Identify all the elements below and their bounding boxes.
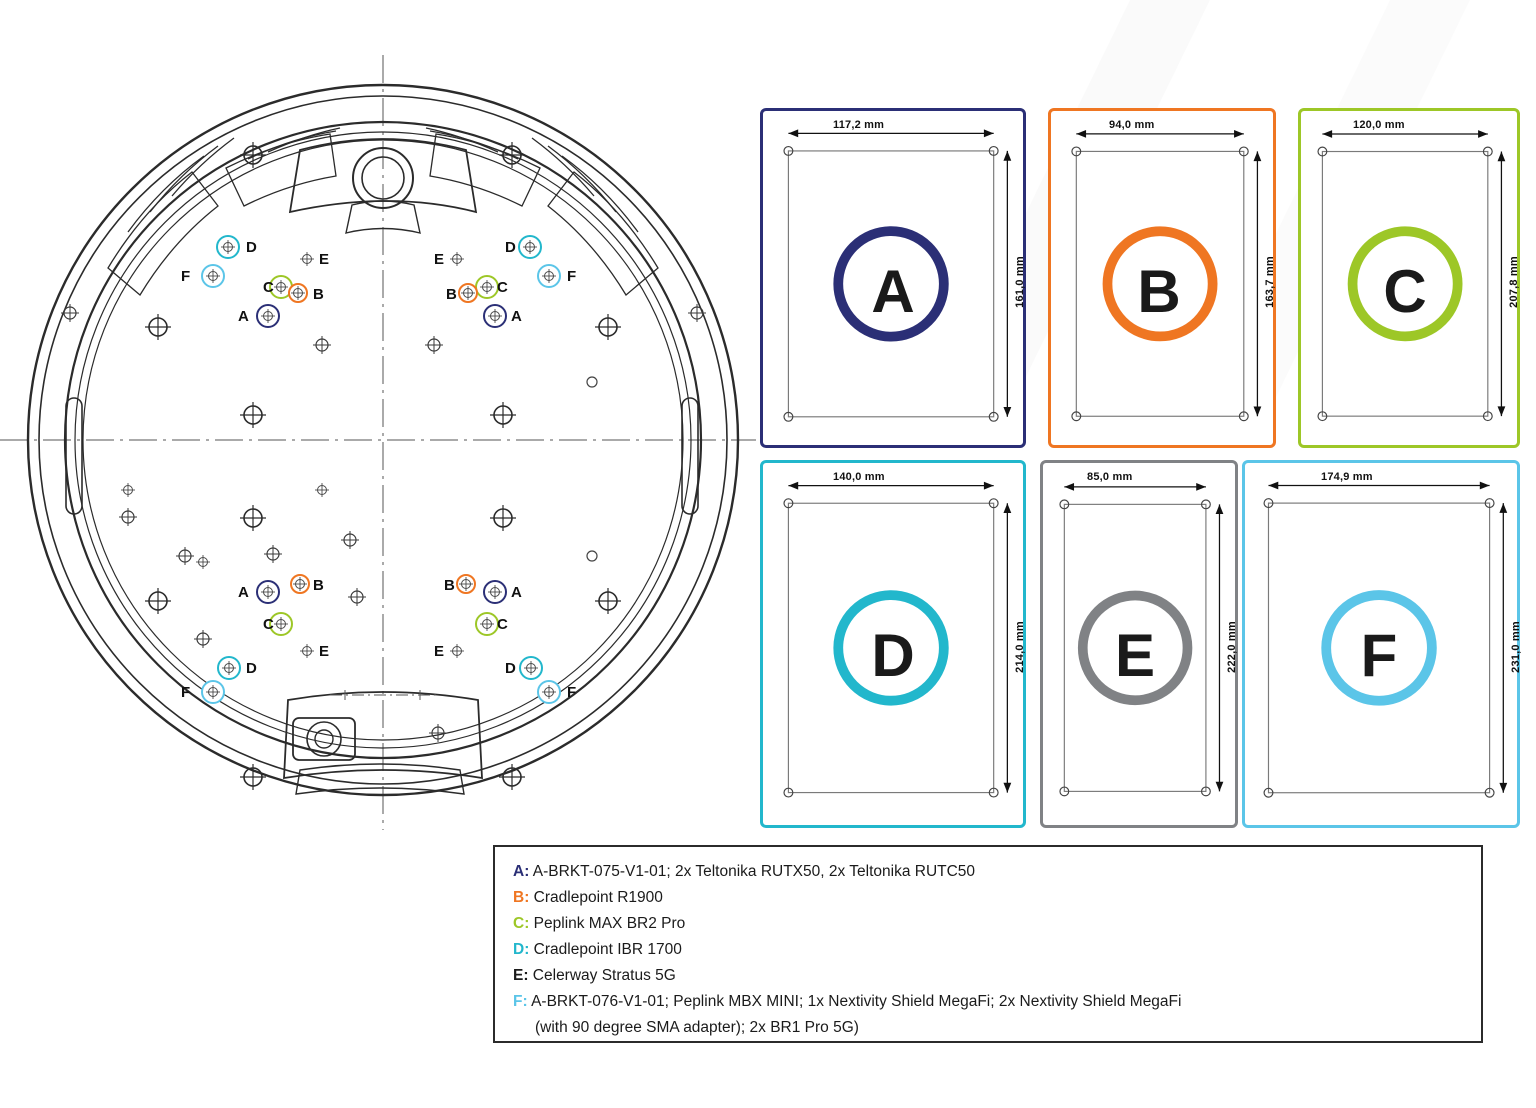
svg-text:A: A xyxy=(511,584,522,601)
card-B-height-label: 163,7 mm xyxy=(1264,256,1276,308)
bracket-plate-drawing xyxy=(0,0,760,880)
legend-text-E: Celerway Stratus 5G xyxy=(528,967,676,984)
legend-key-B: B: xyxy=(513,889,530,906)
card-A-height-label: 161,0 mm xyxy=(1014,256,1026,308)
legend-row-B xyxy=(513,885,1481,911)
card-F-width-label: 174,9 mm xyxy=(1321,471,1373,483)
svg-text:A: A xyxy=(238,308,249,325)
legend-row-D xyxy=(513,937,1481,963)
legend-key-C: C: xyxy=(513,915,530,932)
card-B-width-label: 94,0 mm xyxy=(1109,119,1155,131)
svg-text:A: A xyxy=(238,584,249,601)
svg-text:F: F xyxy=(567,268,577,285)
card-C-width-label: 120,0 mm xyxy=(1353,119,1405,131)
svg-text:D: D xyxy=(246,660,257,677)
legend-text-B: Cradlepoint R1900 xyxy=(529,889,663,906)
card-C xyxy=(1298,108,1520,448)
svg-text:D: D xyxy=(246,239,257,256)
svg-text:B: B xyxy=(313,286,324,303)
card-A-letter: A xyxy=(871,258,915,325)
card-F xyxy=(1242,460,1520,828)
svg-text:E: E xyxy=(434,251,445,268)
legend-key-A: A: xyxy=(513,863,530,880)
card-D-height-label: 214,0 mm xyxy=(1014,621,1026,673)
legend-key-E: E: xyxy=(513,967,529,984)
svg-text:E: E xyxy=(319,251,330,268)
card-C-height-label: 207,8 mm xyxy=(1508,256,1520,308)
svg-text:C: C xyxy=(497,616,508,633)
card-F-letter: F xyxy=(1360,622,1398,689)
legend-text-F: A-BRKT-076-V1-01; Peplink MBX MINI; 1x Nextivity Shield MegaFi; 2x Nextivity Shield MegaFi xyxy=(527,993,1182,1010)
svg-text:E: E xyxy=(319,643,330,660)
svg-text:E: E xyxy=(434,643,445,660)
card-B-letter: B xyxy=(1137,258,1181,325)
svg-text:C: C xyxy=(497,279,508,296)
card-D-letter: D xyxy=(871,622,915,689)
svg-text:A: A xyxy=(511,308,522,325)
legend-text-A: A-BRKT-075-V1-01; 2x Teltonika RUTX50, 2x Teltonika RUTC50 xyxy=(529,863,976,880)
card-A xyxy=(760,108,1026,448)
card-D xyxy=(760,460,1026,828)
card-D-width-label: 140,0 mm xyxy=(833,471,885,483)
legend-row-E xyxy=(513,963,1481,989)
svg-text:D: D xyxy=(505,660,516,677)
svg-text:B: B xyxy=(446,286,457,303)
svg-text:B: B xyxy=(444,577,455,594)
svg-text:C: C xyxy=(263,616,274,633)
legend-row-C xyxy=(513,911,1481,937)
card-F-height-label: 231,0 mm xyxy=(1510,621,1522,673)
legend-box xyxy=(493,845,1483,1043)
svg-text:F: F xyxy=(181,268,191,285)
card-A-width-label: 117,2 mm xyxy=(833,119,885,131)
svg-text:C: C xyxy=(263,279,274,296)
legend-text-C: Peplink MAX BR2 Pro xyxy=(529,915,686,932)
card-C-letter: C xyxy=(1383,258,1427,325)
legend-continuation: (with 90 degree SMA adapter); 2x BR1 Pro 5G) xyxy=(535,1019,859,1036)
legend-key-D: D: xyxy=(513,941,530,958)
device-pattern-cards xyxy=(752,104,1528,830)
svg-text:B: B xyxy=(313,577,324,594)
svg-text:D: D xyxy=(505,239,516,256)
legend-text-D: Cradlepoint IBR 1700 xyxy=(529,941,682,958)
card-E-letter: E xyxy=(1114,622,1156,689)
card-E-height-label: 222,0 mm xyxy=(1226,621,1238,673)
legend-row-A xyxy=(513,859,1481,885)
svg-text:F: F xyxy=(567,684,577,701)
legend-row-F xyxy=(513,989,1481,1015)
svg-text:F: F xyxy=(181,684,191,701)
legend-key-F: F: xyxy=(513,993,528,1010)
card-E-width-label: 85,0 mm xyxy=(1087,471,1133,483)
card-B xyxy=(1048,108,1276,448)
card-E xyxy=(1040,460,1238,828)
